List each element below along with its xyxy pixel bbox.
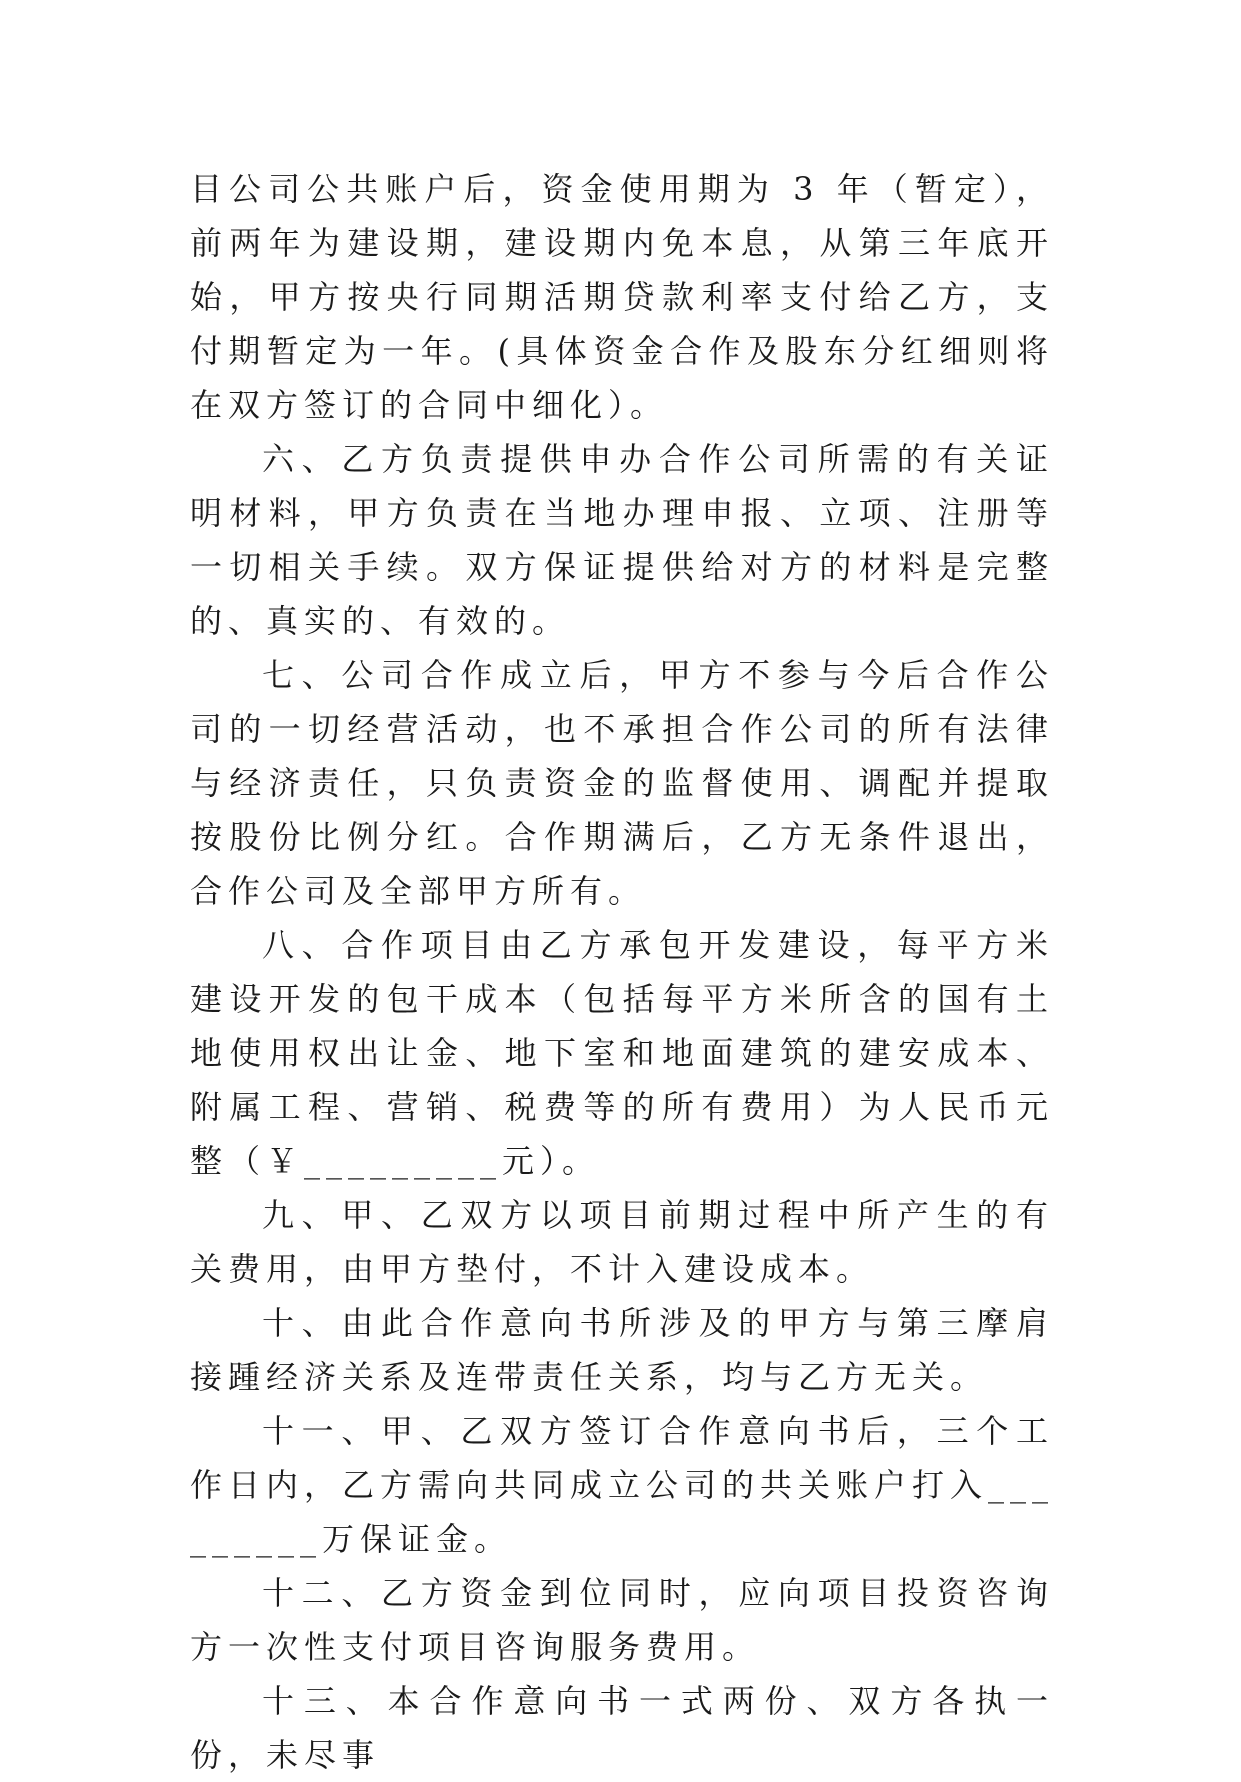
document-body [190,162,1054,1782]
paragraph-clause-8: 八、合作项目由乙方承包开发建设，每平方米建设开发的包干成本（包括每平方米所含的国有土地使用权出让金、地下室和地面建筑的建安成本、附属工程、营销、税费等的所有费用）为人民币元整（￥_________元）。 [190,926,1054,1180]
paragraph-clause-13: 十三、本合作意向书一式两份、双方各执一份，未尽事 [190,1682,1054,1774]
paragraph-clause-9: 九、甲、乙双方以项目前期过程中所产生的有关费用，由甲方垫付，不计入建设成本。 [190,1196,1054,1288]
paragraph-clause-11: 十一、甲、乙双方签订合作意向书后，三个工作日内，乙方需向共同成立公司的共关账户打入_________万保证金。 [190,1412,1055,1558]
paragraph-clause-12: 十二、乙方资金到位同时，应向项目投资咨询方一次性支付项目咨询服务费用。 [190,1574,1054,1666]
paragraph-clause-7: 七、公司合作成立后，甲方不参与今后合作公司的一切经营活动，也不承担合作公司的所有法律与经济责任，只负责资金的监督使用、调配并提取按股份比例分红。合作期满后，乙方无条件退出，合作公司及全部甲方所有。 [190,656,1054,910]
paragraph-continuation: 目公司公共账户后，资金使用期为 3 年（暂定），前两年为建设期，建设期内免本息，从第三年底开始，甲方按央行同期活期贷款利率支付给乙方，支付期暂定为一年。(具体资金合作及股东分红细则将在双方签订的合同中细化）。 [190,170,1054,424]
paragraph-clause-10: 十、由此合作意向书所涉及的甲方与第三摩肩接踵经济关系及连带责任关系，均与乙方无关。 [190,1304,1054,1396]
paragraph-clause-6: 六、乙方负责提供申办合作公司所需的有关证明材料，甲方负责在当地办理申报、立项、注册等一切相关手续。双方保证提供给对方的材料是完整的、真实的、有效的。 [190,440,1054,640]
